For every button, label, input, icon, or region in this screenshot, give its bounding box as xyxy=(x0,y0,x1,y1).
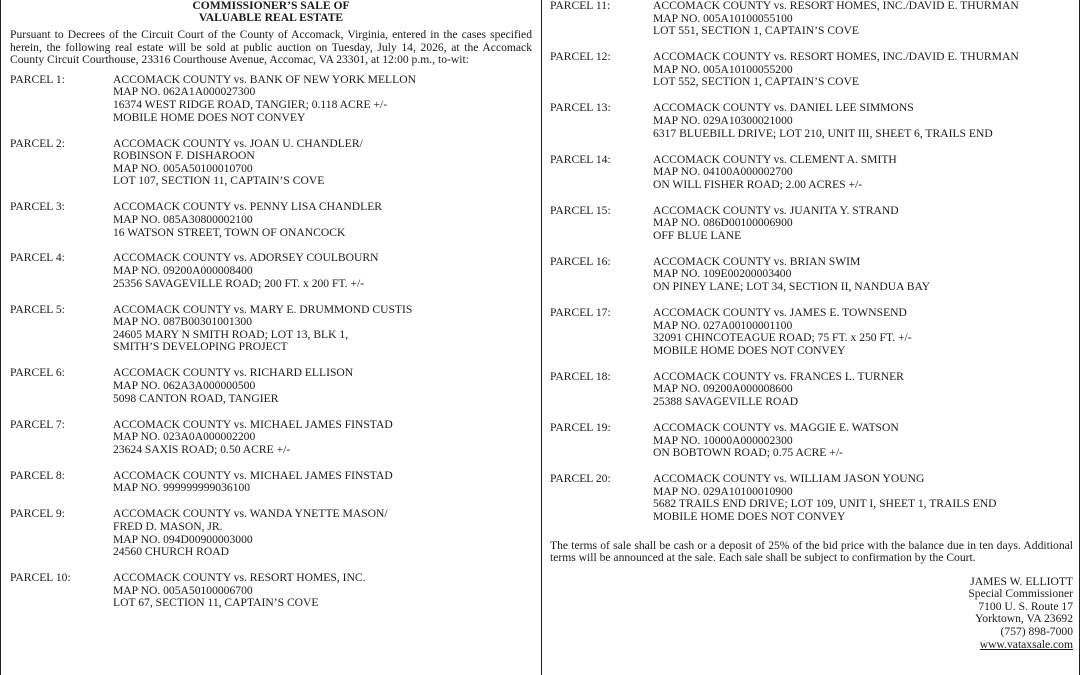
parcel-entry xyxy=(550,422,1073,460)
parcel-description-line: ACCOMACK COUNTY vs. PENNY LISA CHANDLER xyxy=(113,200,383,214)
parcel-description-line: MAP NO. 005A50100010700 xyxy=(113,161,253,175)
parcel-description-line: MAP NO. 062A3A000000500 xyxy=(113,379,256,393)
parcel-description-line: LOT 551, SECTION 1, CAPTAIN’S COVE xyxy=(653,24,859,38)
parcel-description-line: MAP NO. 029A10100010900 xyxy=(653,484,793,498)
parcel-description-line: ACCOMACK COUNTY vs. JUANITA Y. STRAND xyxy=(653,203,899,217)
parcel-label: PARCEL 8: xyxy=(10,468,65,482)
parcel-description-line: ACCOMACK COUNTY vs. WANDA YNETTE MASON/ xyxy=(113,507,388,521)
parcel-description-line: ACCOMACK COUNTY vs. MAGGIE E. WATSON xyxy=(653,420,899,434)
parcel-description-line: MAP NO. 005A10100055200 xyxy=(653,62,793,76)
commissioner-name: JAMES W. ELLIOTT xyxy=(970,574,1073,588)
parcel-label: PARCEL 4: xyxy=(10,251,65,265)
parcel-description xyxy=(653,371,1073,409)
parcel-description-line: FRED D. MASON, JR. xyxy=(113,519,223,533)
parcel-description-line: ACCOMACK COUNTY vs. RESORT HOMES, INC./DAVID E. THURMAN xyxy=(653,0,1019,12)
parcel-description-line: 24560 CHURCH ROAD xyxy=(113,545,229,559)
parcel-description-line: ACCOMACK COUNTY vs. WILLIAM JASON YOUNG xyxy=(653,472,925,486)
parcel-description xyxy=(113,201,532,239)
parcel-description-line: 24605 MARY N SMITH ROAD; LOT 13, BLK 1, xyxy=(113,327,349,341)
left-column xyxy=(10,0,532,610)
parcel-label: PARCEL 6: xyxy=(10,366,65,380)
parcel-label: PARCEL 13: xyxy=(550,101,611,115)
parcel-description xyxy=(113,508,532,558)
parcel-label: PARCEL 12: xyxy=(550,50,611,64)
notice-title xyxy=(10,0,532,24)
parcel-description-line: 5682 TRAILS END DRIVE; LOT 109, UNIT I, SHEET 1, TRAILS END xyxy=(653,497,997,511)
parcel-description-line: 32091 CHINCOTEAGUE ROAD; 75 FT. x 250 FT. +/- xyxy=(653,331,912,345)
parcel-description-line: MAP NO. 04100A000002700 xyxy=(653,165,793,179)
parcel-entry xyxy=(550,371,1073,409)
parcel-description-line: ACCOMACK COUNTY vs. RESORT HOMES, INC. xyxy=(113,571,366,585)
parcel-label: PARCEL 19: xyxy=(550,420,611,434)
parcel-description-line: ACCOMACK COUNTY vs. JAMES E. TOWNSEND xyxy=(653,306,907,320)
parcel-entry xyxy=(10,252,532,290)
parcel-label: PARCEL 3: xyxy=(10,200,65,214)
parcel-description-line: ACCOMACK COUNTY vs. MICHAEL JAMES FINSTAD xyxy=(113,417,393,431)
parcel-description-line: 16 WATSON STREET, TOWN OF ONANCOCK xyxy=(113,225,346,239)
parcel-description-line: MAP NO. 023A0A000002200 xyxy=(113,430,256,444)
commissioner-title: Special Commissioner xyxy=(968,587,1073,601)
parcel-list-right xyxy=(550,0,1073,524)
parcel-entry xyxy=(10,304,532,354)
parcel-entry xyxy=(550,0,1073,38)
parcel-description xyxy=(113,74,532,124)
parcel-entry xyxy=(550,51,1073,89)
parcel-description-line: ACCOMACK COUNTY vs. JOAN U. CHANDLER/ xyxy=(113,136,363,150)
parcel-description-line: 6317 BLUEBILL DRIVE; LOT 210, UNIT III, SHEET 6, TRAILS END xyxy=(653,126,993,140)
parcel-description-line: ACCOMACK COUNTY vs. MARY E. DRUMMOND CUSTIS xyxy=(113,302,413,316)
parcel-description xyxy=(653,473,1073,523)
parcel-label: PARCEL 14: xyxy=(550,152,611,166)
commissioner-address-line1: 7100 U. S. Route 17 xyxy=(978,599,1073,613)
parcel-description-line: ACCOMACK COUNTY vs. RESORT HOMES, INC./DAVID E. THURMAN xyxy=(653,50,1019,64)
parcel-entry xyxy=(550,307,1073,357)
parcel-description-line: OFF BLUE LANE xyxy=(653,228,742,242)
parcel-entry xyxy=(550,256,1073,294)
commissioner-phone: (757) 898-7000 xyxy=(1000,625,1073,639)
parcel-entry xyxy=(10,508,532,558)
parcel-description xyxy=(113,304,532,354)
parcel-description-line: 25388 SAVAGEVILLE ROAD xyxy=(653,394,799,408)
parcel-label: PARCEL 2: xyxy=(10,136,65,150)
parcel-description-line: MAP NO. 09200A000008600 xyxy=(653,382,793,396)
parcel-description xyxy=(653,154,1073,192)
parcel-entry xyxy=(10,201,532,239)
parcel-description-line: ACCOMACK COUNTY vs. FRANCES L. TURNER xyxy=(653,369,904,383)
parcel-entry xyxy=(10,138,532,188)
parcel-label: PARCEL 9: xyxy=(10,507,65,521)
parcel-description xyxy=(113,138,532,188)
parcel-description-line: MAP NO. 029A10300021000 xyxy=(653,113,793,127)
parcel-description-line: MAP NO. 087B00301001300 xyxy=(113,315,253,329)
parcel-description-line: LOT 552, SECTION 1, CAPTAIN’S COVE xyxy=(653,75,859,89)
parcel-label: PARCEL 7: xyxy=(10,417,65,431)
terms-of-sale: The terms of sale shall be cash or a deposit of 25% of the bid price with the balance due in ten days. Additional terms will be announced at the sale. Each sale shall be subject to confirmation by the Court. xyxy=(550,538,1073,565)
parcel-label: PARCEL 20: xyxy=(550,472,611,486)
parcel-description xyxy=(113,367,532,405)
parcel-description xyxy=(653,102,1073,140)
parcel-entry xyxy=(550,102,1073,140)
parcel-description-line: MAP NO. 005A50100006700 xyxy=(113,583,253,597)
parcel-entry xyxy=(10,367,532,405)
parcel-description-line: LOT 67, SECTION 11, CAPTAIN’S COVE xyxy=(113,596,319,610)
parcel-label: PARCEL 18: xyxy=(550,369,611,383)
parcel-description-line: ACCOMACK COUNTY vs. BANK OF NEW YORK MELLON xyxy=(113,72,416,86)
parcel-label: PARCEL 11: xyxy=(550,0,611,12)
parcel-description xyxy=(653,256,1073,294)
parcel-description-line: MAP NO. 062A1A000027300 xyxy=(113,85,256,99)
parcel-entry xyxy=(10,572,532,610)
parcel-description-line: MAP NO. 005A10100055100 xyxy=(653,11,793,25)
parcel-description-line: ACCOMACK COUNTY vs. BRIAN SWIM xyxy=(653,254,861,268)
commissioner-signature xyxy=(550,576,1073,652)
parcel-description-line: ON BOBTOWN ROAD; 0.75 ACRE +/- xyxy=(653,446,843,460)
parcel-description-line: MAP NO. 085A30800002100 xyxy=(113,212,253,226)
parcel-description-line: 25356 SAVAGEVILLE ROAD; 200 FT. x 200 FT. +/- xyxy=(113,276,365,290)
parcel-description xyxy=(653,0,1073,38)
parcel-description-line: MAP NO. 109E00200003400 xyxy=(653,267,792,281)
parcel-description xyxy=(113,470,532,495)
parcel-entry xyxy=(550,473,1073,523)
notice-title-line1: COMMISSIONER’S SALE OF xyxy=(192,0,350,12)
parcel-description xyxy=(653,51,1073,89)
parcel-description-line: ACCOMACK COUNTY vs. RICHARD ELLISON xyxy=(113,366,354,380)
parcel-description-line: LOT 107, SECTION 11, CAPTAIN’S COVE xyxy=(113,174,325,188)
parcel-description-line: ACCOMACK COUNTY vs. ADORSEY COULBOURN xyxy=(113,251,379,265)
parcel-description xyxy=(113,419,532,457)
parcel-entry xyxy=(550,205,1073,243)
parcel-description xyxy=(653,205,1073,243)
parcel-list-left xyxy=(10,74,532,610)
parcel-description-line: MAP NO. 094D00900003000 xyxy=(113,532,253,546)
parcel-description-line: 5098 CANTON ROAD, TANGIER xyxy=(113,391,279,405)
right-column xyxy=(550,0,1073,651)
parcel-description-line: MAP NO. 09200A000008400 xyxy=(113,264,253,278)
parcel-label: PARCEL 17: xyxy=(550,306,611,320)
parcel-entry xyxy=(550,154,1073,192)
commissioner-address-line2: Yorktown, VA 23692 xyxy=(975,612,1073,626)
parcel-description-line: MAP NO. 999999999036100 xyxy=(113,481,251,495)
parcel-description-line: ACCOMACK COUNTY vs. DANIEL LEE SIMMONS xyxy=(653,101,914,115)
column-divider xyxy=(541,0,542,675)
parcel-description xyxy=(653,422,1073,460)
parcel-description-line: ACCOMACK COUNTY vs. MICHAEL JAMES FINSTAD xyxy=(113,468,393,482)
parcel-entry xyxy=(10,74,532,124)
parcel-description xyxy=(113,252,532,290)
parcel-label: PARCEL 10: xyxy=(10,571,71,585)
parcel-description-line: MOBILE HOME DOES NOT CONVEY xyxy=(653,509,846,523)
parcel-description-line: MAP NO. 086D00100006900 xyxy=(653,216,793,230)
notice-intro: Pursuant to Decrees of the Circuit Court of the County of Accomack, Virginia, entered in the cases specified herein, the following real estate will be sold at public auction on Tuesday, July 14, 2026, at the Accomack County Circuit Courthouse, 23316 Courthouse Avenue, Accomac, VA 23301, at 12:00 p.m., to-wit: xyxy=(10,28,532,67)
parcel-description xyxy=(113,572,532,610)
parcel-entry xyxy=(10,470,532,495)
parcel-description-line: MOBILE HOME DOES NOT CONVEY xyxy=(113,110,306,124)
parcel-label: PARCEL 5: xyxy=(10,302,65,316)
parcel-label: PARCEL 16: xyxy=(550,254,611,268)
parcel-description-line: ROBINSON F. DISHAROON xyxy=(113,149,255,163)
parcel-label: PARCEL 1: xyxy=(10,72,65,86)
parcel-description-line: MOBILE HOME DOES NOT CONVEY xyxy=(653,343,846,357)
parcel-description-line: 16374 WEST RIDGE ROAD, TANGIER; 0.118 ACRE +/- xyxy=(113,97,388,111)
parcel-description-line: ON WILL FISHER ROAD; 2.00 ACRES +/- xyxy=(653,177,863,191)
parcel-description-line: MAP NO. 10000A000002300 xyxy=(653,433,793,447)
parcel-label: PARCEL 15: xyxy=(550,203,611,217)
parcel-description-line: MAP NO. 027A00100001100 xyxy=(653,318,793,332)
parcel-description-line: ACCOMACK COUNTY vs. CLEMENT A. SMITH xyxy=(653,152,897,166)
website-link[interactable]: www.vataxsale.com xyxy=(979,637,1073,651)
notice-title-line2: VALUABLE REAL ESTATE xyxy=(198,11,344,24)
parcel-description-line: ON PINEY LANE; LOT 34, SECTION II, NANDUA BAY xyxy=(653,280,931,294)
parcel-description-line: 23624 SAXIS ROAD; 0.50 ACRE +/- xyxy=(113,442,291,456)
parcel-description xyxy=(653,307,1073,357)
parcel-description-line: SMITH’S DEVELOPING PROJECT xyxy=(113,340,288,354)
parcel-entry xyxy=(10,419,532,457)
